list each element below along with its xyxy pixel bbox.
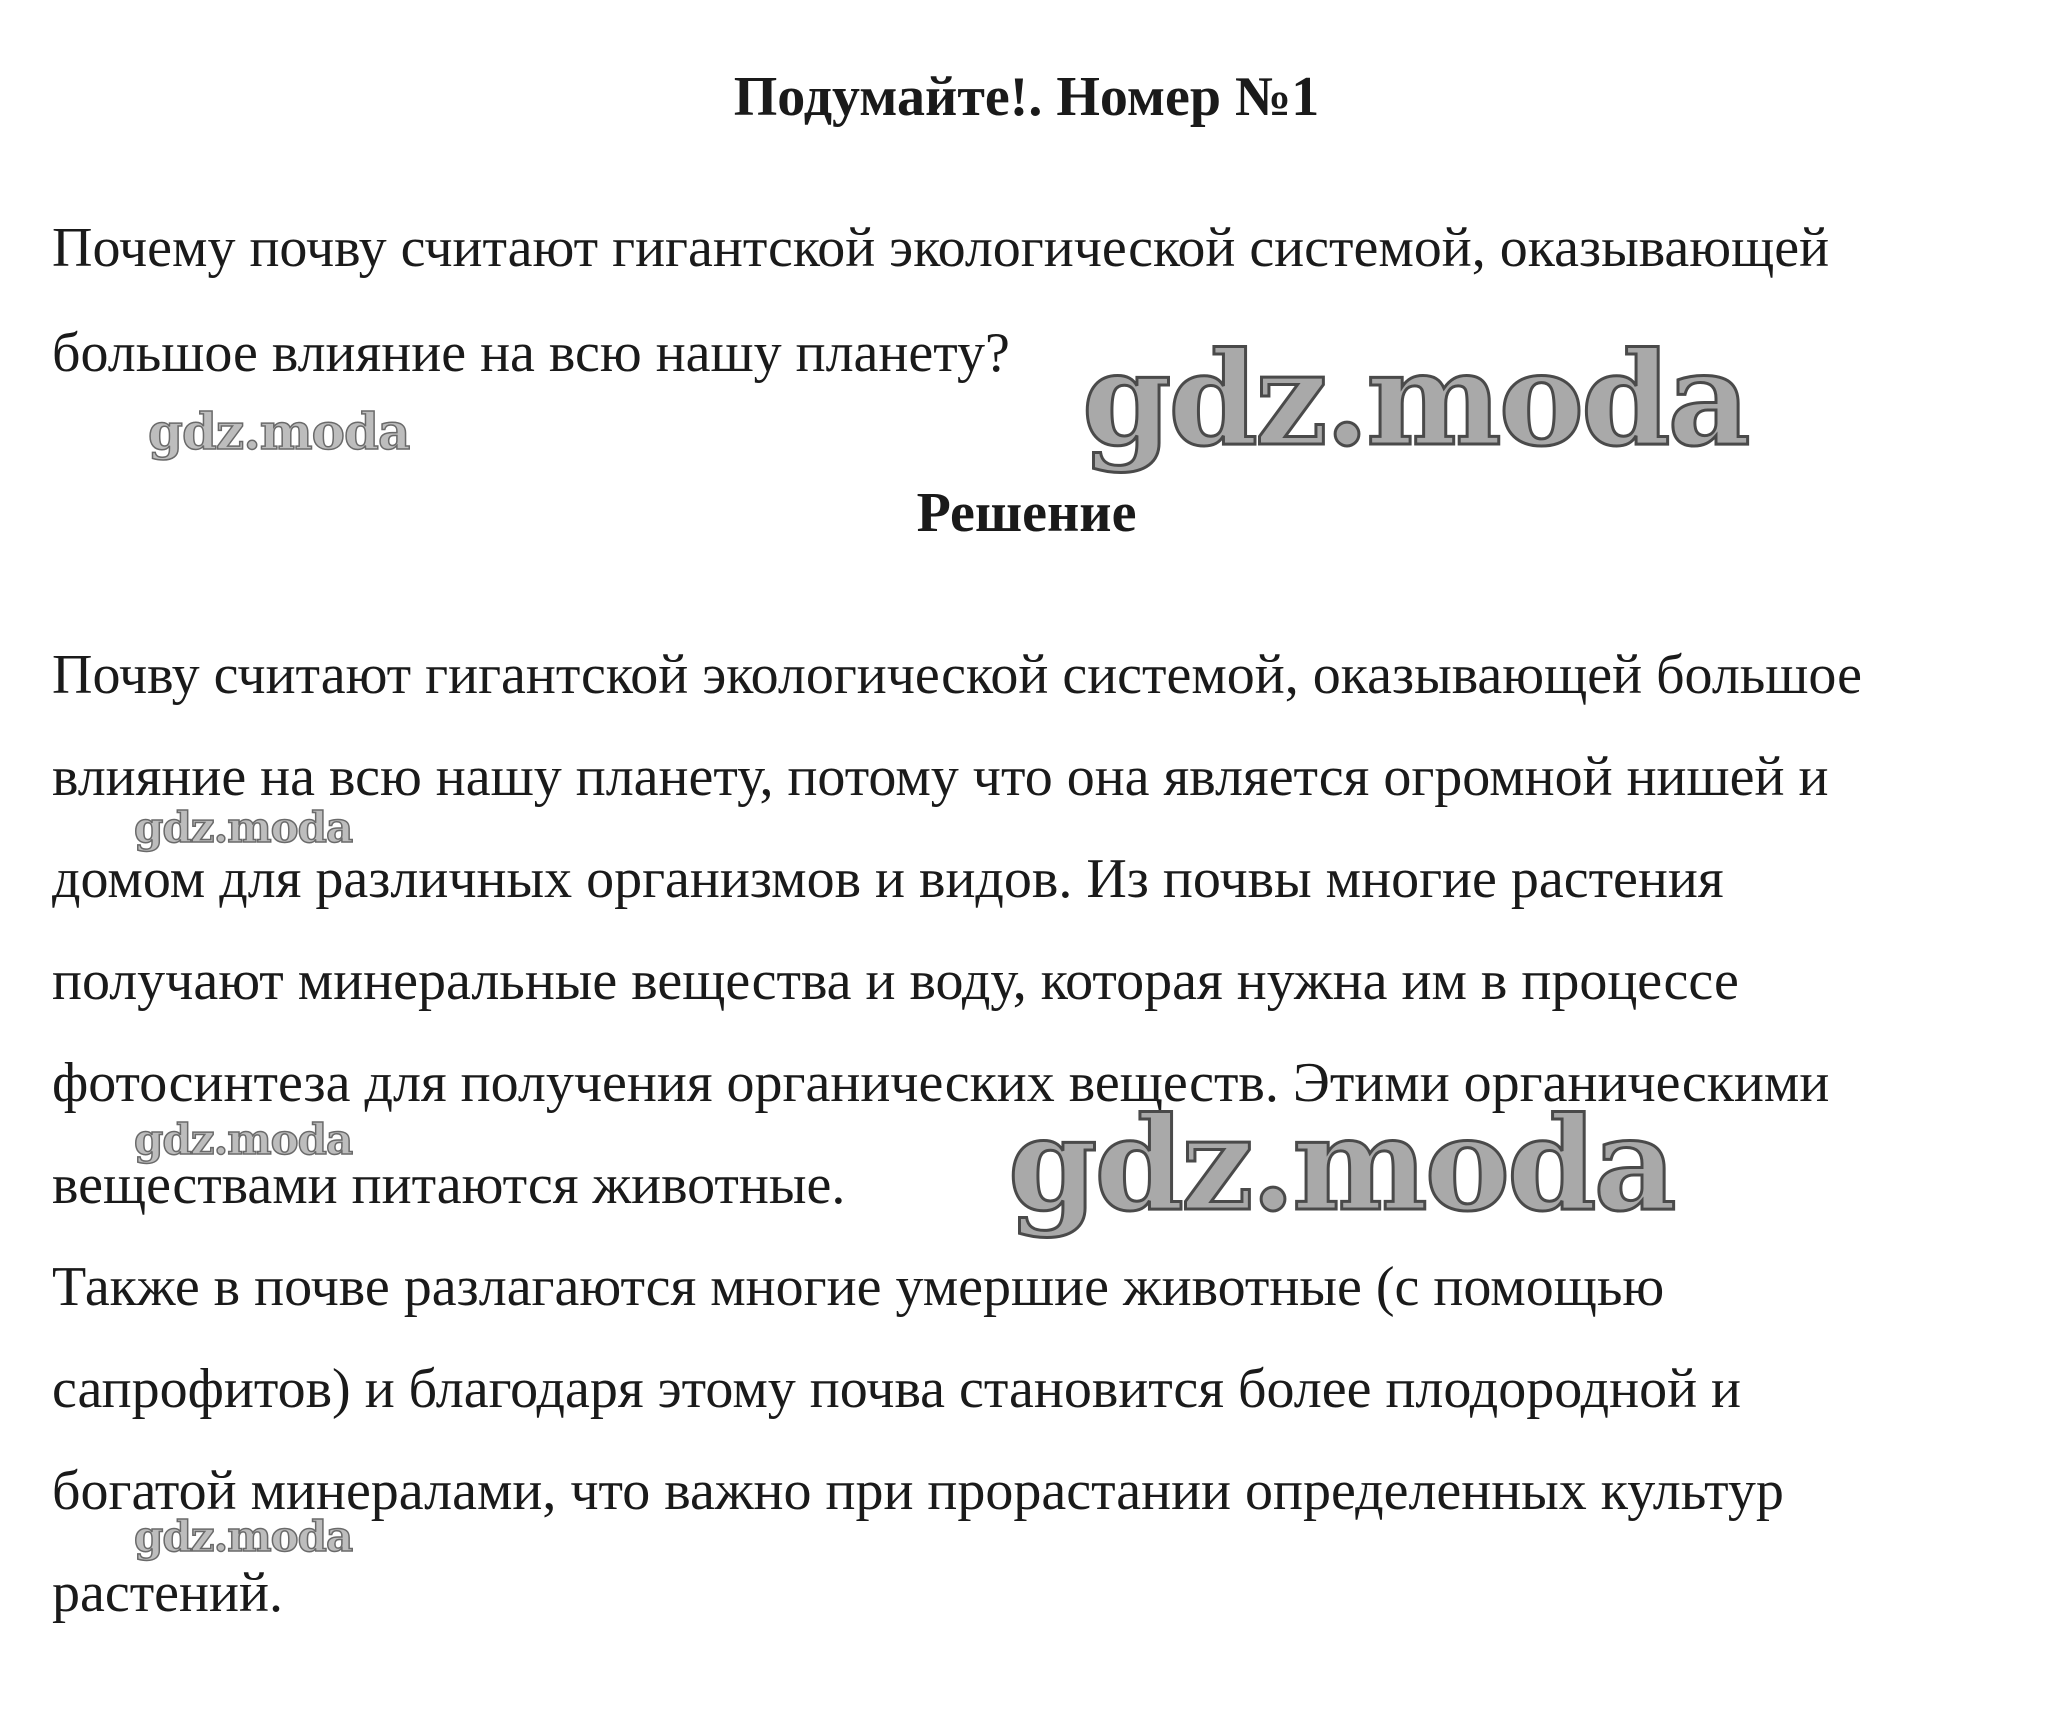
answer-line: растений.	[52, 1562, 283, 1624]
answer-line: получают минеральные вещества и воду, которая нужна им в процессе	[52, 950, 1739, 1012]
question-line: большое влияние на всю нашу планету?	[52, 322, 1010, 384]
watermark: gdz.moda	[134, 803, 353, 852]
question-line: Почему почву считают гигантской экологической системой, оказывающей	[52, 217, 1830, 279]
answer-line: влияние на всю нашу планету, потому что она является огромной нишей и	[52, 746, 1829, 808]
watermark: gdz.moda	[1082, 325, 1748, 475]
answer-line: фотосинтеза для получения органических веществ. Этими органическими	[52, 1052, 1830, 1114]
answer-line: веществами питаются животные.	[52, 1154, 846, 1216]
watermark: gdz.moda	[134, 1115, 353, 1164]
answer-line: домом для различных организмов и видов. Из почвы многие растения	[52, 848, 1724, 910]
answer-line: Почву считают гигантской экологической системой, оказывающей большое	[52, 644, 1862, 706]
watermark: gdz.moda	[1008, 1090, 1674, 1240]
watermark: gdz.moda	[134, 1512, 353, 1561]
page-title: Подумайте!. Номер №1	[733, 66, 1320, 128]
watermark: gdz.moda	[148, 402, 410, 461]
answer-line: Также в почве разлагаются многие умершие животные (с помощью	[52, 1256, 1665, 1318]
solution-heading: Решение	[916, 482, 1137, 544]
answer-line: сапрофитов) и благодаря этому почва становится более плодородной и	[52, 1358, 1742, 1420]
answer-line: богатой минералами, что важно при прорастании определенных культур	[52, 1460, 1784, 1522]
